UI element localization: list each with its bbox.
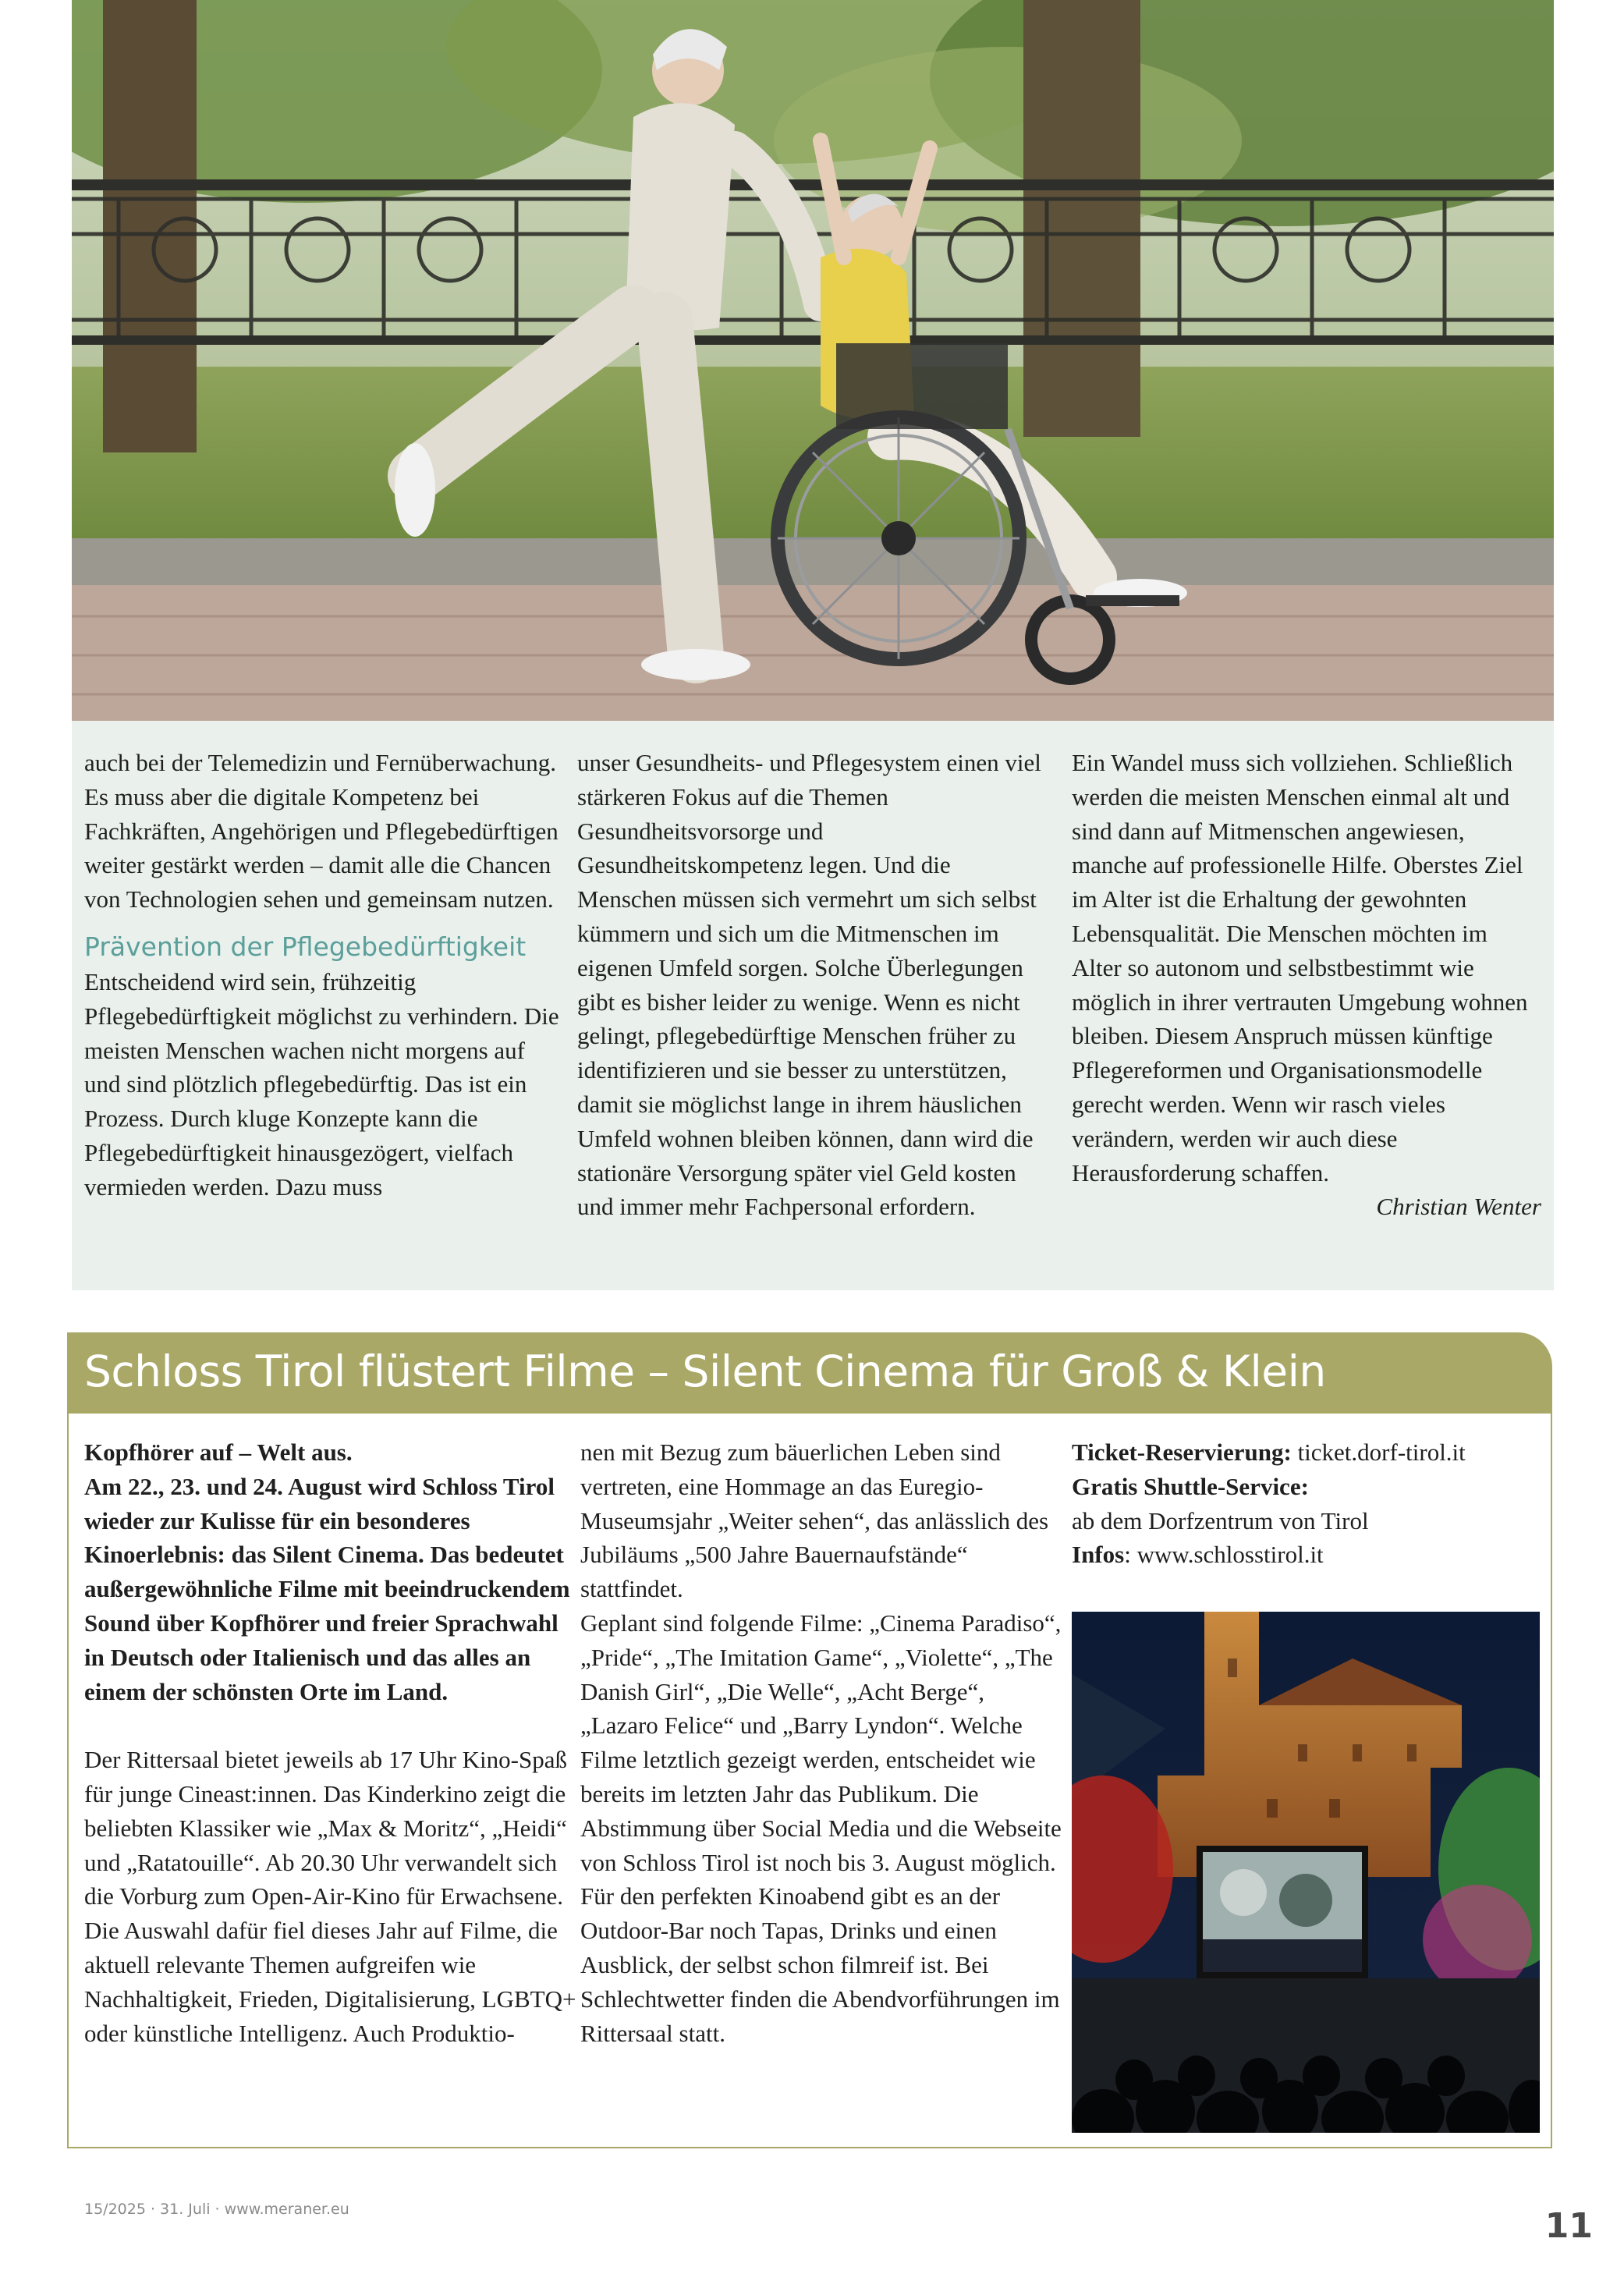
ticket-link[interactable]: ticket.dorf-tirol.it [1297, 1438, 1466, 1466]
cinema-lead-paragraph: Am 22., 23. und 24. August wird Schloss Tirol wieder zur Kulisse für ein besonderes Kinoerlebnis: das Silent Cinema. Das bedeutet außergewöhnliche Filme mit beeindruckendem Sound über Kopfhörer und freier Sprachwahl in Deutsch oder Italienisch und das alles an einem der schönsten Orte im Land. [84, 1472, 570, 1705]
section-header-bar [67, 1332, 1552, 1414]
ticket-info [1072, 1435, 1540, 1470]
cinema-info-column [1072, 1435, 1540, 1572]
cinema-article-box [67, 1414, 1552, 2148]
infos-label: Infos [1072, 1541, 1125, 1569]
cinema-paragraph: Für den perfekten Kinoabend gibt es an der Outdoor-Bar noch Tapas, Drinks und einen Ausblick, der selbst schon filmreif ist. Bei Schlechtwetter finden die Abendvorführungen im Rittersaal statt. [580, 1882, 1060, 2047]
article-author: Christian Wenter [1376, 1193, 1541, 1221]
shuttle-label: Gratis Shuttle-Service: [1072, 1472, 1309, 1500]
ticket-label: Ticket-Reservierung: [1072, 1438, 1292, 1466]
infos-link[interactable]: : www.schlosstirol.it [1124, 1541, 1324, 1569]
shuttle-value: ab dem Dorfzentrum von Tirol [1072, 1506, 1369, 1534]
article-paragraph: Entscheidend wird sein, frühzeitig Pflegebedürftigkeit möglichst zu verhindern. Die meisten Menschen wachen nicht morgens auf und sind plötzlich pflegebedürftig. Das ist ein Prozess. Durch kluge Konzepte kann die Pflegebedürftigkeit hinausgezögert, vielfach vermieden werden. Dazu muss [84, 967, 559, 1201]
article-paragraph: auch bei der Telemedizin und Fernüberwachung. Es muss aber die digitale Kompetenz bei Fachkräften, Angehörigen und Pflegebedürftigen weiter gestärkt werden – damit alle die Chancen von Technologien sehen und gemeinsam nutzen. [84, 749, 558, 913]
article-column-2 [577, 746, 1055, 1224]
castle-cinema-photo [1072, 1612, 1540, 2133]
article-paragraph: unser Gesundheits- und Pflegesystem einen viel stärkeren Fokus auf die Themen Gesundheitsvorsorge und Gesundheitskompetenz legen. Und die Menschen müssen sich vermehrt um sich selbst kümmern und sich um die Mitmenschen im eigenen Umfeld sorgen. Solche Überlegungen gibt es bisher leider zu wenige. Wenn es nicht gelingt, pflegebedürftige Menschen früher zu identifizieren und sie besser zu unterstützen, damit sie möglichst lange in ihrem häuslichen Umfeld wohnen bleiben können, dann wird die stationäre Versorgung später viel Geld kosten und immer mehr Fachpersonal erfordern. [577, 749, 1041, 1221]
paragraph-spacer [84, 1708, 583, 1743]
cinema-paragraph: nen mit Bezug zum bäuerlichen Leben sind vertreten, eine Hommage an das Euregio-Museumsjahr „Weiter sehen“, das anlässlich des Jubiläums „500 Jahre Bauernaufstände“ stattfindet. [580, 1438, 1049, 1603]
cinema-paragraph: Geplant sind folgende Filme: „Cinema Paradiso“, „Pride“, „The Imitation Game“, „Violette“, „The Danish Girl“, „Die Welle“, „Acht Berge“, „Lazaro Felice“ und „Barry Lyndon“. Welche Filme letztlich gezeigt werden, entscheidet wie bereits im letzten Jahr das Publikum. Die Abstimmung über Social Media und die Webseite von Schloss Tirol ist noch bis 3. August möglich. [580, 1609, 1062, 1876]
issue-date-footer: 15/2025 · 31. Juli · www.meraner.eu [84, 2201, 349, 2218]
article-column-1 [84, 746, 560, 1204]
article-paragraph: Ein Wandel muss sich vollziehen. Schließlich werden die meisten Menschen einmal alt und sind dann auf Mitmenschen angewiesen, manche auf professionelle Hilfe. Oberstes Ziel im Alter ist die Erhaltung der gewohnten Lebensqualität. Die Menschen möchten im Alter so autonom und selbstbestimmt wie möglich in ihrer vertrauten Umgebung wohnen bleiben. Diesem Anspruch müssen künftige Pflegereformen und Organisationsmodelle gerecht werden. Wenn wir rasch vieles verändern, werden wir auch diese Herausforderung schaffen. [1072, 749, 1528, 1187]
cinema-lead-line: Kopfhörer auf – Welt aus. [84, 1438, 353, 1466]
cinema-column-2 [580, 1435, 1066, 2050]
page-number: 11 [1544, 2206, 1593, 2246]
article-subheading: Prävention der Pflegebedürftigkeit [84, 931, 527, 962]
article-column-3 [1072, 746, 1541, 1224]
section-title: Schloss Tirol flüstert Filme – Silent Cinema für Groß & Klein [84, 1346, 1326, 1396]
cinema-column-1 [84, 1435, 583, 2050]
article-box [72, 721, 1554, 1290]
cinema-paragraph: Der Rittersaal bietet jeweils ab 17 Uhr Kino-Spaß für junge Cineast:innen. Das Kinderkino zeigt die beliebten Klassiker wie „Max & Moritz“, „Heidi“ und „Ratatouille“. Ab 20.30 Uhr verwandelt sich die Vorburg zum Open-Air-Kino für Erwachsene. Die Auswahl dafür fiel dieses Jahr auf Filme, die aktuell relevante Themen aufgreifen wie Nachhaltigkeit, Frieden, Digitalisierung, LGBTQ+ oder künstliche Intelligenz. Auch Produktio- [84, 1746, 576, 2047]
senior-wheelchair-photo [72, 0, 1554, 721]
infos-line [1072, 1538, 1540, 1572]
